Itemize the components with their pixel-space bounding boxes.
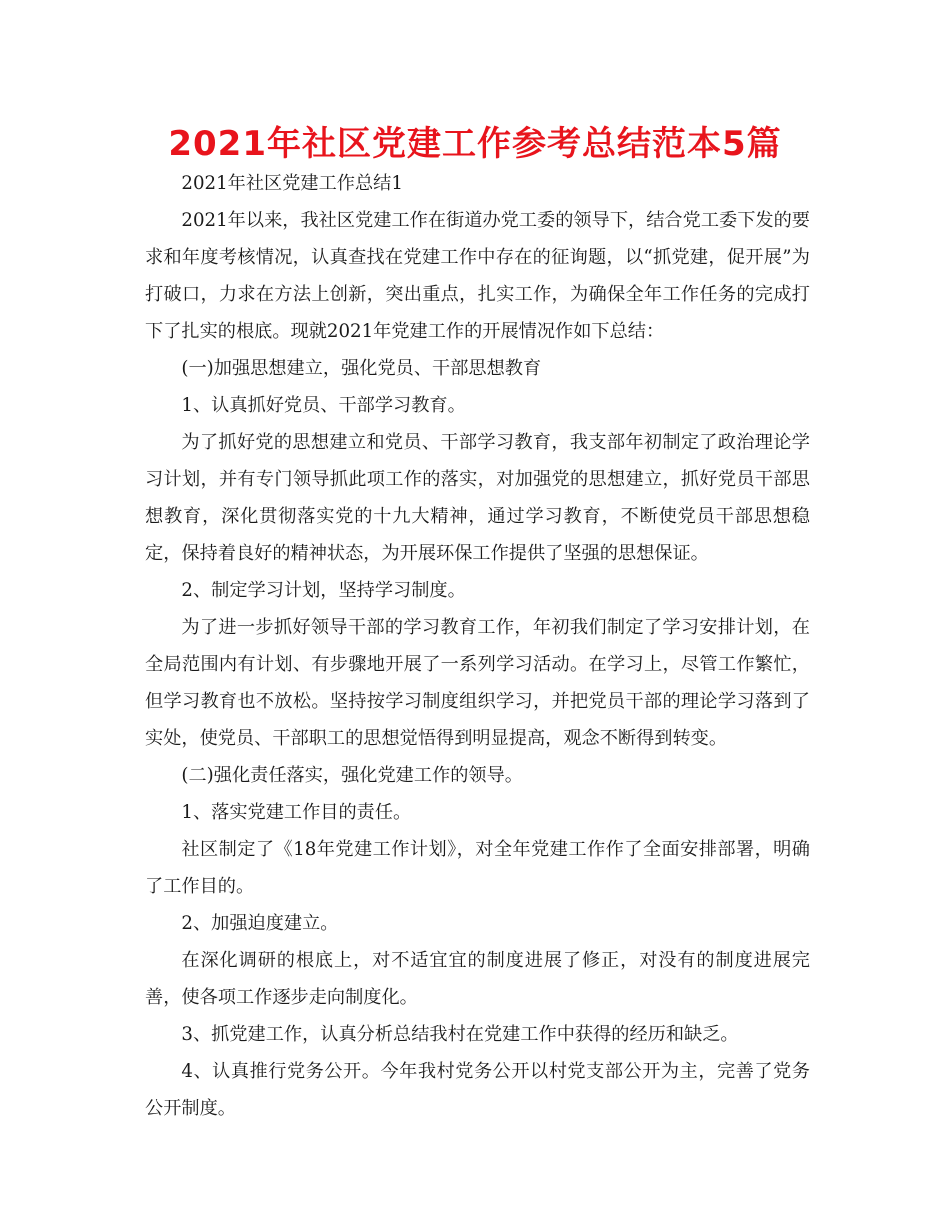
item-heading: 1、认真抓好党员、干部学习教育。 (181, 395, 466, 416)
paragraph: 为了抓好党的思想建立和党员、干部学习教育，我支部年初制定了政治理论学习计划，并有专门领导抓此项工作的落实，对加强党的思想建立，抓好党员干部思想教育，深化贯彻落实党的十九大精神，通过学习教育，不断使党员干部思想稳定，保持着良好的精神状态，为开展环保工作提供了坚强的思想保证。 (145, 432, 810, 564)
paragraph: 在深化调研的根底上，对不适宜宜的制度进展了修正，对没有的制度进展完善，使各项工作逐步走向制度化。 (145, 950, 810, 1008)
subsection-heading: (一)加强思想建立，强化党员、干部思想教育 (181, 358, 542, 379)
item-heading: 1、落实党建工作目的责任。 (181, 802, 412, 823)
paragraph: 社区制定了《18年党建工作计划》，对全年党建工作作了全面安排部署，明确了工作目的。 (145, 839, 810, 897)
item-heading: 2、加强迫度建立。 (181, 913, 339, 934)
document-title: 2021年社区党建工作参考总结范本5篇 (168, 124, 782, 164)
paragraph: 2021年以来，我社区党建工作在街道办党工委的领导下，结合党工委下发的要求和年度考核情况，认真查找在党建工作中存在的征询题，以“抓党建，促开展”为打破口，力求在方法上创新，突出重点，扎实工作，为确保全年工作任务的完成打下了扎实的根底。现就2021年党建工作的开展情况作如下总结： (145, 210, 810, 342)
paragraph: 4、认真推行党务公开。今年我村党务公开以村党支部公开为主，完善了党务公开制度。 (145, 1061, 810, 1119)
document-body (145, 165, 810, 1127)
item-heading: 3、抓党建工作，认真分析总结我村在党建工作中获得的经历和缺乏。 (181, 1024, 739, 1045)
item-heading: 2、制定学习计划，坚持学习制度。 (181, 580, 466, 601)
paragraph: 为了进一步抓好领导干部的学习教育工作，年初我们制定了学习安排计划，在全局范围内有计划、有步骤地开展了一系列学习活动。在学习上，尽管工作繁忙，但学习教育也不放松。坚持按学习制度组织学习，并把党员干部的理论学习落到了实处，使党员、干部职工的思想觉悟得到明显提高，观念不断得到转变。 (145, 617, 810, 749)
subsection-heading: (二)强化责任落实，强化党建工作的领导。 (181, 765, 523, 786)
section-heading: 2021年社区党建工作总结1 (181, 173, 403, 194)
